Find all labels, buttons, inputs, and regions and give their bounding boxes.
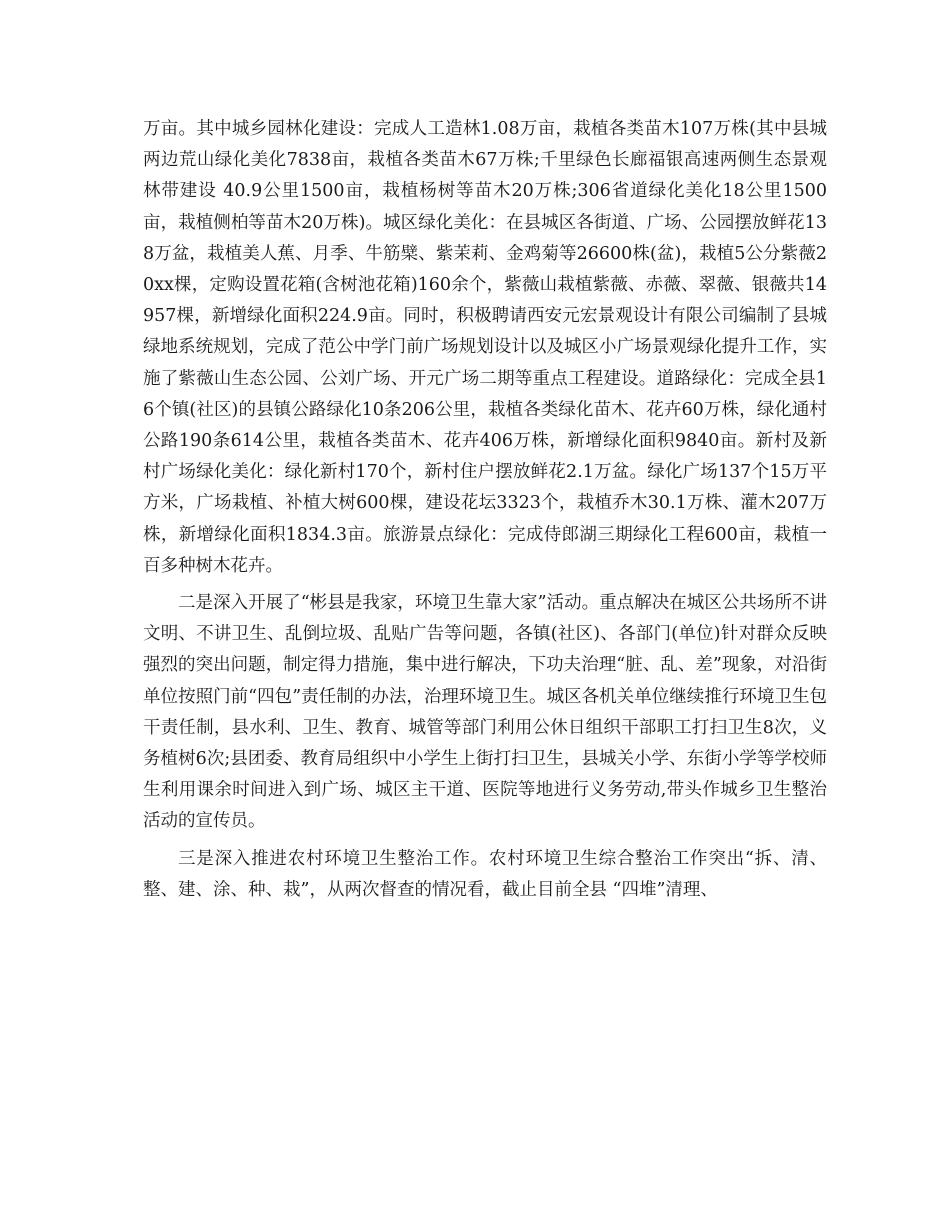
paragraph-sanitation-campaign: 二是深入开展了“彬县是我家，环境卫生靠大家”活动。重点解决在城区公共场所不讲文明、不讲卫生、乱倒垃圾、乱贴广告等问题，各镇(社区)、各部门(单位)针对群众反映强烈的突出问题，制定得力措施，集中进行解决，下功夫治理“脏、乱、差”现象，对沿街单位按照门前“四包”责任制的办法，治理环境卫生。城区各机关单位继续推行环境卫生包干责任制，县水利、卫生、教育、城管等部门利用公休日组织干部职工打扫卫生8次，义务植树6次;县团委、教育局组织中小学生上街打扫卫生，县城关小学、东街小学等学校师生利用课余时间进入到广场、城区主干道、医院等地进行义务劳动,带头作城乡卫生整治活动的宣传员。	[143, 593, 827, 832]
paragraph-greening: 万亩。其中城乡园林化建设：完成人工造林1.08万亩，栽植各类苗木107万株(其中县城两边荒山绿化美化7838亩，栽植各类苗木67万株;千里绿色长廊福银高速两侧生态景观林带建设 40.9公里1500亩，栽植杨树等苗木20万株;306省道绿化美化18公里1500亩，栽植侧柏等苗木20万株)。城区绿化美化：在县城区各街道、广场、公园摆放鲜花138万盆，栽植美人蕉、月季、牛筋檗、紫茉莉、金鸡菊等26600株(盆)，栽植5公分紫薇20xx棵，定购设置花箱(含树池花箱)160余个，紫薇山栽植紫薇、赤薇、翠薇、银薇共14957棵，新增绿化面积224.9亩。同时，积极聘请西安元宏景观设计有限公司编制了县城绿地系统规划，完成了范公中学门前广场规划设计以及城区小广场景观绿化提升工作，实施了紫薇山生态公园、公刘广场、开元广场二期等重点工程建设。道路绿化：完成全县16个镇(社区)的县镇公路绿化10条206公里，栽植各类绿化苗木、花卉60万株，绿化通村公路190条614公里，栽植各类苗木、花卉406万株，新增绿化面积9840亩。新村及新村广场绿化美化：绿化新村170个，新村住户摆放鲜花2.1万盆。绿化广场137个15万平方米，广场栽植、补植大树600棵，建设花坛3323个，栽植乔木30.1万株、灌木207万株，新增绿化面积1834.3亩。旅游景点绿化：完成侍郎湖三期绿化工程600亩，栽植一百多种树木花卉。	[143, 119, 827, 576]
paragraph-rural-sanitation: 三是深入推进农村环境卫生整治工作。农村环境卫生综合整治工作突出“拆、清、整、建、涂、种、栽”，从两次督查的情况看，截止目前全县 “四堆”清理、	[143, 848, 827, 900]
document-body	[143, 114, 827, 912]
